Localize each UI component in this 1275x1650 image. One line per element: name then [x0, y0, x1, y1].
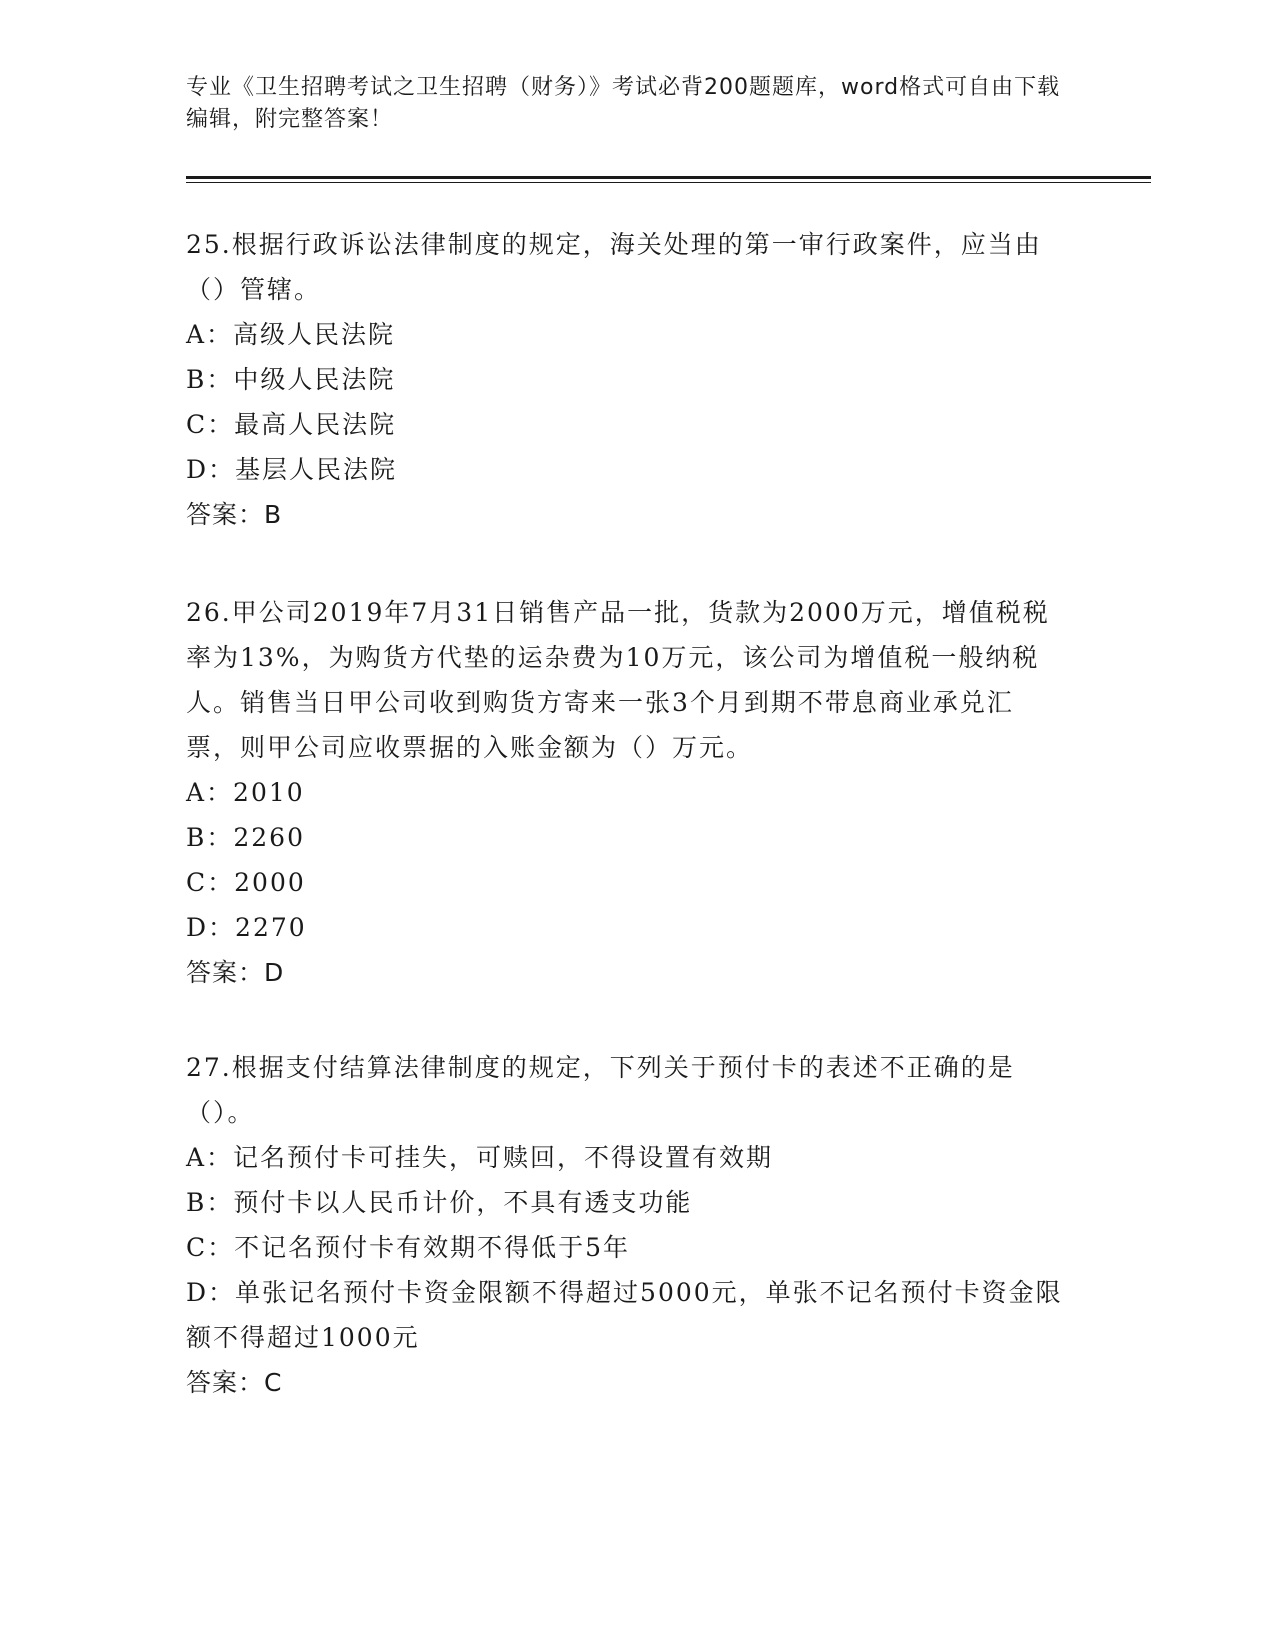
header-divider-thin — [186, 182, 1151, 183]
question-27 — [186, 1045, 1066, 1405]
option-a: A：高级人民法院 — [186, 320, 396, 349]
answer-label: 答案：B — [186, 500, 283, 529]
header-divider-thick — [186, 176, 1151, 179]
option-d: D：单张记名预付卡资金限额不得超过5000元，单张不记名预付卡资金限额不得超过1000元 — [186, 1278, 1063, 1352]
answer-label: 答案：C — [186, 1368, 283, 1397]
option-c: C：不记名预付卡有效期不得低于5年 — [186, 1233, 631, 1262]
option-c: C：最高人民法院 — [186, 410, 397, 439]
question-25 — [186, 222, 1066, 537]
option-c: C：2000 — [186, 868, 306, 897]
option-a: A：2010 — [186, 778, 305, 807]
question-stem: 27.根据支付结算法律制度的规定，下列关于预付卡的表述不正确的是（）。 — [186, 1053, 1015, 1127]
answer-label: 答案：D — [186, 958, 285, 987]
question-26 — [186, 590, 1066, 995]
document-header: 专业《卫生招聘考试之卫生招聘（财务）》考试必背200题题库，word格式可自由下载编辑，附完整答案！ — [186, 75, 1061, 132]
question-stem: 26.甲公司2019年7月31日销售产品一批，货款为2000万元，增值税税率为13%，为购货方代垫的运杂费为10万元，该公司为增值税一般纳税人。销售当日甲公司收到购货方寄来一张3个月到期不带息商业承兑汇票，则甲公司应收票据的入账金额为（）万元。 — [186, 598, 1050, 762]
option-b: B：预付卡以人民币计价，不具有透支功能 — [186, 1188, 693, 1217]
option-a: A：记名预付卡可挂失，可赎回，不得设置有效期 — [186, 1143, 774, 1172]
option-b: B：2260 — [186, 823, 305, 852]
option-d: D：2270 — [186, 913, 307, 942]
question-stem: 25.根据行政诉讼法律制度的规定，海关处理的第一审行政案件，应当由（）管辖。 — [186, 230, 1042, 304]
option-d: D：基层人民法院 — [186, 455, 398, 484]
option-b: B：中级人民法院 — [186, 365, 396, 394]
